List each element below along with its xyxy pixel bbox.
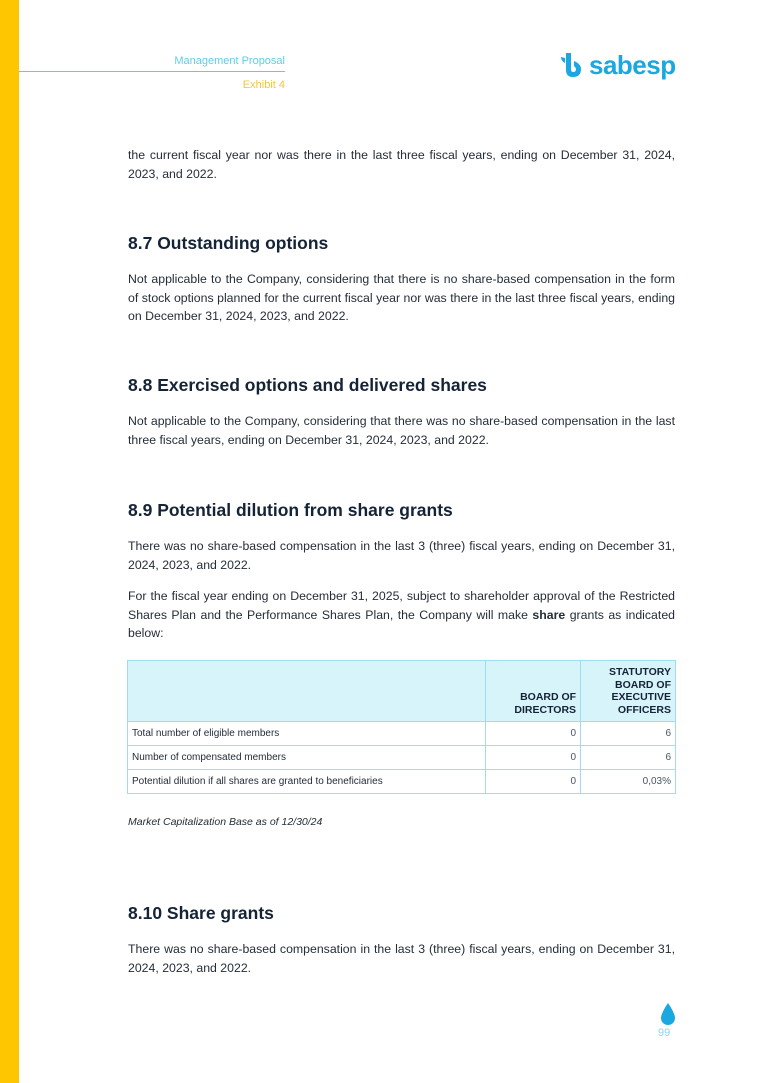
section-heading: 8.8 Exercised options and delivered shares — [128, 375, 487, 395]
section-8-8 — [128, 374, 675, 396]
section-8-9-body-2 — [128, 587, 675, 643]
table-cell-board: 0 — [486, 770, 581, 794]
section-heading: 8.7 Outstanding options — [128, 233, 329, 253]
section-8-9-body-1 — [128, 537, 675, 574]
share-grants-table — [127, 660, 676, 794]
page-number: 99 — [658, 1027, 671, 1039]
side-accent-bar — [0, 0, 19, 1083]
table-cell-board: 0 — [486, 722, 581, 746]
paragraph-text: grants as indicated below: — [128, 607, 675, 641]
paragraph-text: For the fiscal year ending on December 31, 2025, subject to shareholder approval of the Restricted Shares Plan and the Performance Shares Plan, the Company will make — [128, 589, 675, 622]
section-paragraph: There was no share-based compensation in the last 3 (three) fiscal years, ending on December 31, 2024, 2023, and 2022. — [128, 942, 675, 975]
table-cell-board: 0 — [486, 746, 581, 770]
section-paragraph: Not applicable to the Company, considering that there is no share-based compensation in the form of stock options planned for the current fiscal year nor was there in the last three fiscal years, ending on December 31, 2024, 2023, and 2022. — [128, 272, 675, 324]
table-row-label: Total number of eligible members — [128, 722, 486, 746]
table-row-label: Potential dilution if all shares are granted to beneficiaries — [128, 770, 486, 794]
section-8-8-body — [128, 412, 675, 449]
table-cell-executive: 6 — [581, 722, 676, 746]
table-header-row — [128, 661, 676, 722]
section-8-7-body — [128, 270, 675, 326]
intro-paragraph: the current fiscal year nor was there in the last three fiscal years, ending on December 31, 2024, 2023, and 2022. — [128, 148, 675, 181]
section-paragraph: There was no share-based compensation in the last 3 (three) fiscal years, ending on December 31, 2024, 2023, and 2022. — [128, 539, 675, 572]
section-heading: 8.9 Potential dilution from share grants — [128, 500, 453, 520]
section-paragraph: Not applicable to the Company, considering that there was no share-based compensation in the last three fiscal years, ending on December 31, 2024, 2023, and 2022. — [128, 414, 675, 447]
section-paragraph — [128, 587, 675, 643]
table-header-cell: BOARD OF DIRECTORS — [486, 661, 581, 722]
table-header-cell — [128, 661, 486, 722]
intro-block — [128, 146, 675, 183]
section-8-10 — [128, 902, 675, 924]
section-heading: 8.10 Share grants — [128, 903, 274, 923]
sabesp-logo-icon — [560, 52, 584, 79]
logo-wordmark: sabesp — [589, 50, 676, 80]
section-8-9 — [128, 499, 675, 521]
table-cell-executive: 6 — [581, 746, 676, 770]
section-8-10-body — [128, 940, 675, 977]
table-row — [128, 770, 676, 794]
table-row-label: Number of compensated members — [128, 746, 486, 770]
table-row — [128, 746, 676, 770]
header-divider — [19, 71, 285, 72]
water-drop-icon — [661, 1003, 675, 1025]
header-title: Management Proposal — [174, 55, 285, 67]
table-row — [128, 722, 676, 746]
paragraph-bold-text: share — [532, 607, 566, 622]
header-exhibit-label: Exhibit 4 — [242, 79, 285, 91]
table-cell-executive: 0,03% — [581, 770, 676, 794]
table-header-cell: STATUTORY BOARD OF EXECUTIVE OFFICERS — [581, 661, 676, 722]
section-8-7 — [128, 232, 675, 254]
sabesp-logo — [560, 52, 676, 79]
table-footnote: Market Capitalization Base as of 12/30/24 — [128, 816, 323, 828]
